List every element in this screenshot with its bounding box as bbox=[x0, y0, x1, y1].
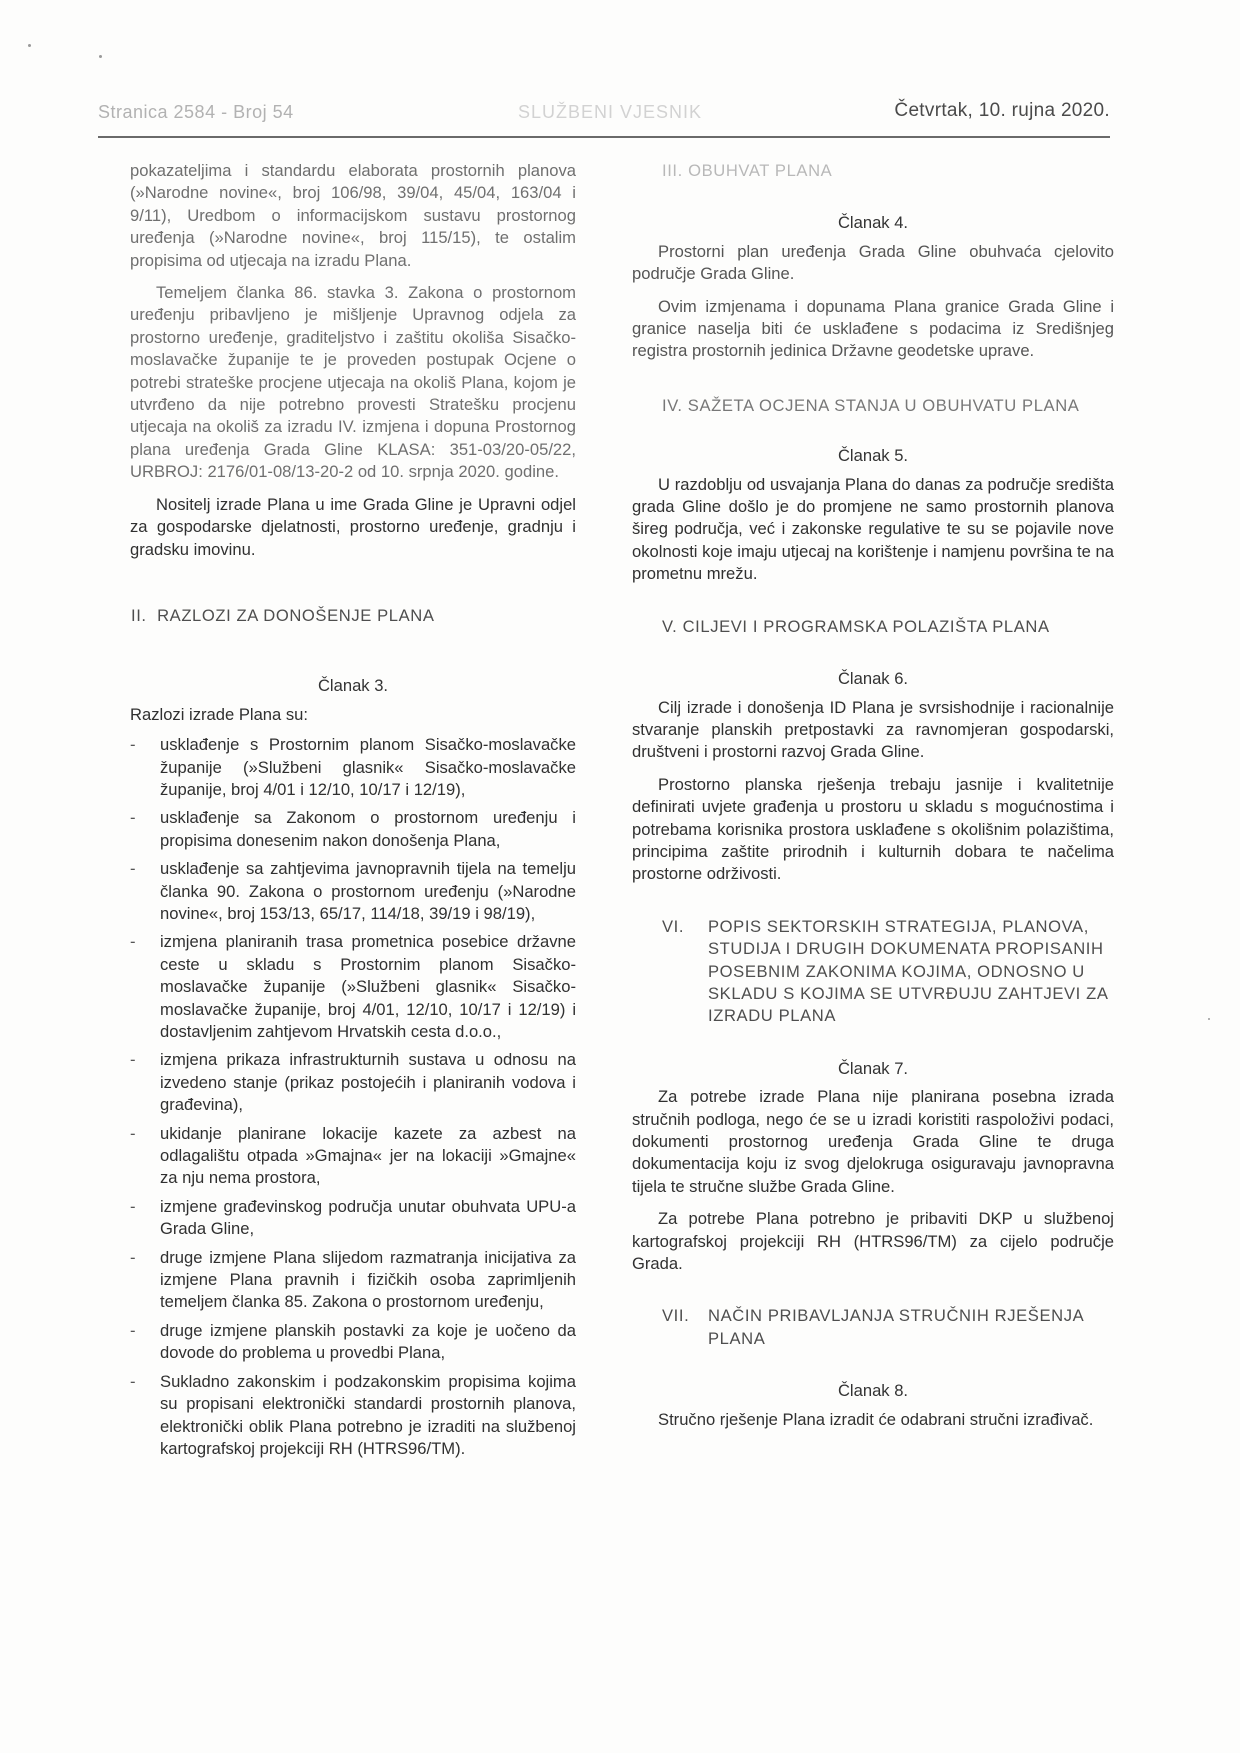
section-number: V. bbox=[662, 616, 678, 636]
issue-date: Četvrtak, 10. rujna 2020. bbox=[894, 100, 1110, 121]
paragraph: Nositelj izrade Plana u ime Grada Gline je Upravni odjel za gospodarske djelatnosti, prostorno uređenje, gradnju i gradsku imovinu. bbox=[130, 494, 576, 559]
paragraph: Temeljem članka 86. stavka 3. Zakona o prostornom uređenju pribavljeno je mišljenje Upravnog odjela za prostorno uređenje, graditeljstvo i zaštitu okoliša Sisačko-moslavačke županije te je proveden postupak Ocjene o potrebi strateške procjene utjecaja na okoliš Plana, kojom je utvrđeno da nije potrebno provesti Stratešku procjenu utjecaja na okoliš za izradu IV. izmjena i dopuna Prostornog plana uređenja Grada Gline KLASA: 351-03/20-05/22, URBROJ: 2176/01-08/13-20-2 od 10. srpnja 2020. godine. bbox=[130, 283, 576, 482]
paragraph: Prostorni plan uređenja Grada Gline obuhvaća cjelovito područje Grada Gline. bbox=[632, 241, 1114, 284]
list-item: - usklađenje s Prostornim planom Sisačko-moslavačke županije (»Službeni glasnik« Sisačko-moslavačke županije, broj 4/01 i 12/10, 10/17 i 12/19), bbox=[130, 735, 576, 799]
section-heading-3 bbox=[632, 160, 1114, 182]
scan-speck bbox=[1208, 1018, 1210, 1020]
list-item: - izmjena prikaza infrastrukturnih sustava u odnosu na izvedeno stanje (prikaz postojećih i planiranih vodova i građevina), bbox=[130, 1050, 576, 1115]
article-heading: Članak 6. bbox=[837, 669, 909, 689]
article-heading: Članak 4. bbox=[837, 213, 909, 233]
header-rule bbox=[98, 136, 1110, 138]
paragraph: Ovim izmjenama i dopunama Plana granice Grada Gline i granice naselja biti će usklađene s podacima iz Središnjeg registra prostornih jedinica Državne geodetske uprave. bbox=[632, 296, 1114, 361]
list-item: - izmjena planiranih trasa prometnica posebice državne ceste u skladu s Prostornim planom Sisačko-moslavačke županije (»Službeni glasnik« Sisačko-moslavačke županije, broj 4/01, 12/10, 10/17 i 12/19) i dostavljenim zahtjevom Hrvatskih cesta d.o.o., bbox=[130, 932, 576, 1041]
list-item: - usklađenje sa Zakonom o prostornom uređenju i propisima donesenim nakon donošenja Plana, bbox=[130, 808, 576, 850]
list-lead: Razlozi izrade Plana su: bbox=[130, 704, 309, 724]
reasons-list bbox=[130, 734, 576, 1460]
section-title: POPIS SEKTORSKIH STRATEGIJA, PLANOVA, STUDIJA I DRUGIH DOKUMENATA PROPISANIH POSEBNIM ZAKONIMA KOJIMA, ODNOSNO U SKLADU S KOJIMA SE UTVRĐUJU ZAHTJEVI ZA IZRADU PLANA bbox=[708, 916, 1108, 1026]
section-number: III. bbox=[662, 161, 683, 180]
section-number: IV. bbox=[662, 395, 683, 415]
section-heading-2 bbox=[130, 605, 576, 627]
paragraph: Prostorno planska rješenja trebaju jasnije i kvalitetnije definirati uvjete građenja u prostoru u skladu s mogućnostima i potrebama korisnika prostora usklađene s okolišnim polazištima, principima zaštite prirodnih i kulturnih dobara te načelima prostorne održivosti. bbox=[632, 774, 1114, 884]
scan-speck bbox=[99, 55, 102, 58]
list-item: - ukidanje planirane lokacije kazete za azbest na odlagalištu otpada »Gmajna« jer na lokaciji »Gmajne« za nju nema prostora, bbox=[130, 1123, 576, 1188]
list-item: - Sukladno zakonskim i podzakonskim propisima kojima su propisani elektronički standardi prostornih planova, elektronički oblik Plana potrebno je izraditi na službenoj kartografskoj projekciji RH (HTRS96/TM). bbox=[130, 1371, 576, 1458]
section-heading-5 bbox=[632, 616, 1114, 638]
paragraph: Za potrebe izrade Plana nije planirana posebna izrada stručnih podloga, nego će se u izradi koristiti raspoloživi podaci, dokumenti prostornog uređenja Grada Gline te druga dokumentacija koju iz svog djelokruga osiguravaju javnopravna tijela te stručne službe Grada Gline. bbox=[632, 1087, 1114, 1196]
page-number-label: Stranica 2584 - Broj 54 bbox=[98, 102, 294, 122]
paragraph: Cilj izrade i donošenja ID Plana je svrsishodnije i racionalnije stvaranje planskih pretpostavki za ravnomjeran gospodarski, društveni i prostorni razvoj Grada Gline. bbox=[632, 697, 1114, 762]
scan-speck bbox=[28, 44, 31, 47]
section-number: II. bbox=[131, 605, 147, 625]
paragraph: Za potrebe Plana potrebno je pribaviti DKP u službenoj kartografskoj projekciji RH (HTRS96/TM) za cijelo područje Grada. bbox=[632, 1209, 1114, 1274]
gazette-title: SLUŽBENI VJESNIK bbox=[518, 102, 703, 122]
page-header bbox=[98, 100, 1110, 130]
section-title: RAZLOZI ZA DONOŠENJE PLANA bbox=[157, 605, 435, 625]
list-item: - izmjene građevinskog područja unutar obuhvata UPU-a Grada Gline, bbox=[130, 1196, 576, 1239]
paragraph: Stručno rješenje Plana izradit će odabrani stručni izrađivač. bbox=[658, 1409, 1094, 1429]
section-number: VI. bbox=[662, 916, 685, 936]
list-item: - usklađenje sa zahtjevima javnopravnih tijela na temelju članka 90. Zakona o prostornom uređenju (»Narodne novine«, broj 153/13, 65/17, 114/18, 39/19 i 98/19), bbox=[130, 859, 576, 923]
article-heading: Članak 7. bbox=[837, 1058, 909, 1078]
section-number: VII. bbox=[662, 1306, 690, 1326]
section-title: SAŽETA OCJENA STANJA U OBUHVATU PLANA bbox=[687, 395, 1080, 415]
left-column bbox=[130, 160, 576, 1466]
article-heading: Članak 5. bbox=[837, 446, 909, 466]
list-item: - druge izmjene Plana slijedom razmatranja inicijativa za izmjene Plana pravnih i fizičkih osoba zaprimljenih temeljem članka 85. Zakona o prostornom uređenju, bbox=[130, 1247, 576, 1312]
section-heading-6 bbox=[632, 916, 1114, 1028]
section-heading-7 bbox=[632, 1305, 1114, 1350]
paragraph: U razdoblju od usvajanja Plana do danas za područje središta grada Gline došlo je do promjene ne samo prostornih planova šireg područja, već i zakonske regulative te su se pojavile nove okolnosti koje imaju utjecaj na korištenje i namjenu površina te na prometnu mrežu. bbox=[632, 474, 1114, 584]
section-heading-4 bbox=[632, 395, 1114, 417]
section-title: OBUHVAT PLANA bbox=[688, 161, 833, 180]
paragraph: pokazateljima i standardu elaborata prostornih planova (»Narodne novine«, broj 106/98, 39/04, 45/04, 163/04 i 9/11), Uredbom o informacijskom sustavu prostornog uređenja (»Narodne novine«, broj 115/15), te ostalim propisima od utjecaja na izradu Plana. bbox=[130, 161, 576, 270]
section-title: NAČIN PRIBAVLJANJA STRUČNIH RJEŠENJA PLANA bbox=[708, 1306, 1084, 1348]
article-heading: Članak 8. bbox=[837, 1381, 909, 1401]
section-title: CILJEVI I PROGRAMSKA POLAZIŠTA PLANA bbox=[682, 616, 1050, 636]
list-item: - druge izmjene planskih postavki za koje je uočeno da dovode do problema u provedbi Plana, bbox=[130, 1320, 576, 1363]
right-column bbox=[632, 160, 1114, 1441]
article-heading: Članak 3. bbox=[317, 676, 389, 696]
